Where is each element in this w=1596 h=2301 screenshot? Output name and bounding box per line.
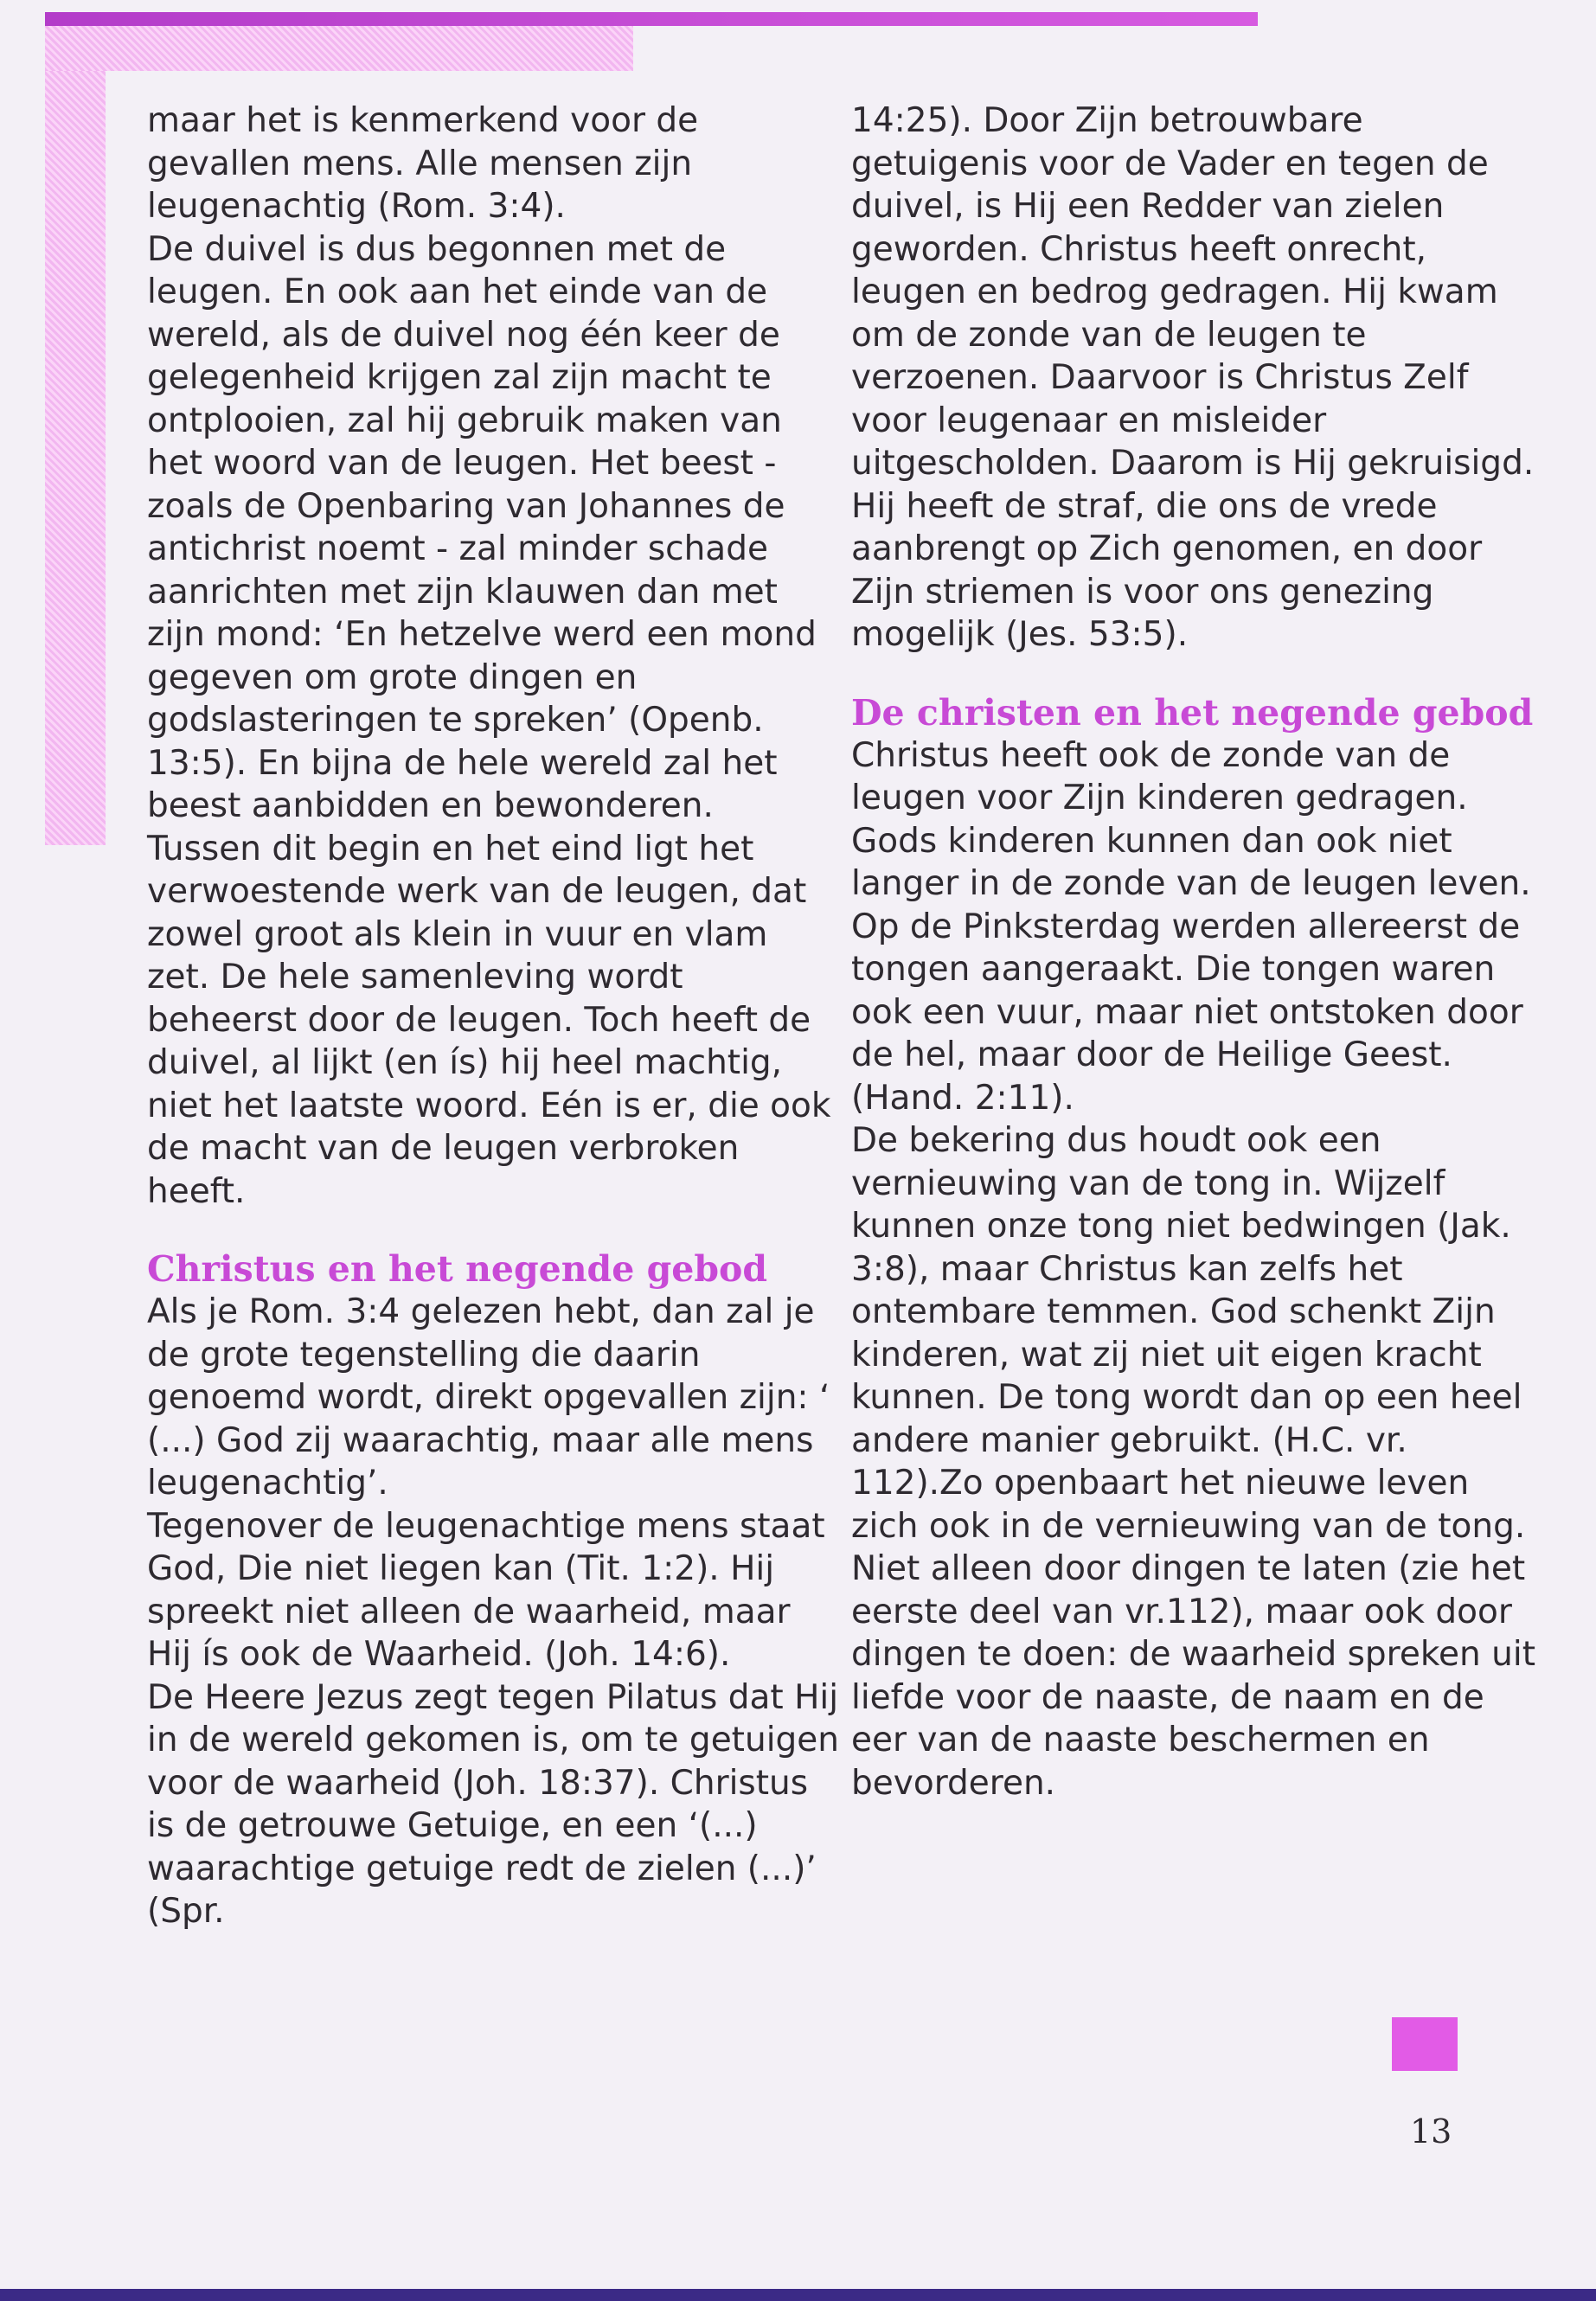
- end-of-article-square: [1392, 2017, 1458, 2071]
- paragraph: De Heere Jezus zegt tegen Pilatus dat Hij in de wereld gekomen is, om te getuigen voor de waarheid (Joh. 18:37). Christus is de getrouwe Getuige, en een ‘(...) waarachtige getuige redt de zielen (...)’ (Spr.: [147, 1677, 839, 1931]
- bottom-edge-rule: [0, 2289, 1596, 2301]
- section-heading-christus: Christus en het negende gebod: [147, 1248, 767, 1290]
- decorative-pink-band: [45, 26, 633, 71]
- right-column: [851, 99, 1543, 1804]
- paragraph: De bekering dus houdt ook een vernieuwing van de tong in. Wijzelf kunnen onze tong niet bedwingen (Jak. 3:8), maar Christus kan zelfs het ontembare temmen. God schenkt Zijn kinderen, wat zij niet uit eigen kracht kunnen. De tong wordt dan op een heel andere manier gebruikt. (H.C. vr. 112).Zo openbaart het nieuwe leven zich ook in de vernieuwing van de tong. Niet alleen door dingen te laten (zie het eerste deel van vr.112), maar ook door dingen te doen: de waarheid spreken uit liefde voor de naaste, de naam en de eer van de naaste beschermen en bevorderen.: [851, 1121, 1536, 1803]
- paragraph: maar het is kenmerkend voor de gevallen mens. Alle mensen zijn leugenachtig (Rom. 3:4).: [147, 101, 699, 226]
- paragraph: Op de Pinksterdag werden allereerst de tongen aangeraakt. Die tongen waren ook een vuur, maar niet ontstoken door de hel, maar door de Heilige Geest. (Hand. 2:11).: [851, 907, 1523, 1118]
- section-gap: [851, 657, 1543, 691]
- section-heading-christen: De christen en het negende gebod: [851, 691, 1534, 734]
- top-decorative-rule: [45, 12, 1258, 26]
- paragraph: Christus heeft ook de zonde van de leugen voor Zijn kinderen gedragen. Gods kinderen kunnen dan ook niet langer in de zonde van de leugen leven.: [851, 735, 1531, 903]
- paragraph: Als je Rom. 3:4 gelezen hebt, dan zal je de grote tegenstelling die daarin genoemd wordt, direkt opgevallen zijn: ‘ (...) God zij waarachtig, maar alle mens leugenachtig’.: [147, 1292, 830, 1503]
- left-column: [147, 99, 839, 1933]
- paragraph: Tussen dit begin en het eind ligt het verwoestende werk van de leugen, dat zowel groot als klein in vuur en vlam zet. De hele samenleving wordt beheerst door de leugen. Toch heeft de duivel, al lijkt (en ís) hij heel machtig, niet het laatste woord. Eén is er, die ook de macht van de leugen verbroken heeft.: [147, 829, 831, 1211]
- page-number: 13: [1410, 2112, 1452, 2150]
- paragraph: 14:25). Door Zijn betrouwbare getuigenis voor de Vader en tegen de duivel, is Hij een Redder van zielen geworden. Christus heeft onrecht, leugen en bedrog gedragen. Hij kwam om de zonde van de leugen te verzoenen. Daarvoor is Christus Zelf voor leugenaar en misleider uitgescholden. Daarom is Hij gekruisigd. Hij heeft de straf, die ons de vrede aanbrengt op Zich genomen, en door Zijn striemen is voor ons genezing mogelijk (Jes. 53:5).: [851, 101, 1535, 654]
- paragraph: De duivel is dus begonnen met de leugen. En ook aan het einde van de wereld, als de duivel nog één keer de gelegenheid krijgen zal zijn macht te ontplooien, zal hij gebruik maken van het woord van de leugen. Het beest - zoals de Openbaring van Johannes de antichrist noemt - zal minder schade aanrichten met zijn klauwen dan met zijn mond: ‘En hetzelve werd een mond gegeven om grote dingen en godslasteringen te spreken’ (Openb. 13:5). En bijna de hele wereld zal het beest aanbidden en bewonderen.: [147, 229, 817, 825]
- decorative-pink-sidebar: [45, 71, 106, 845]
- section-gap: [147, 1213, 839, 1247]
- paragraph: Tegenover de leugenachtige mens staat God, Die niet liegen kan (Tit. 1:2). Hij spreekt niet alleen de waarheid, maar Hij ís ook de Waarheid. (Joh. 14:6).: [147, 1506, 825, 1674]
